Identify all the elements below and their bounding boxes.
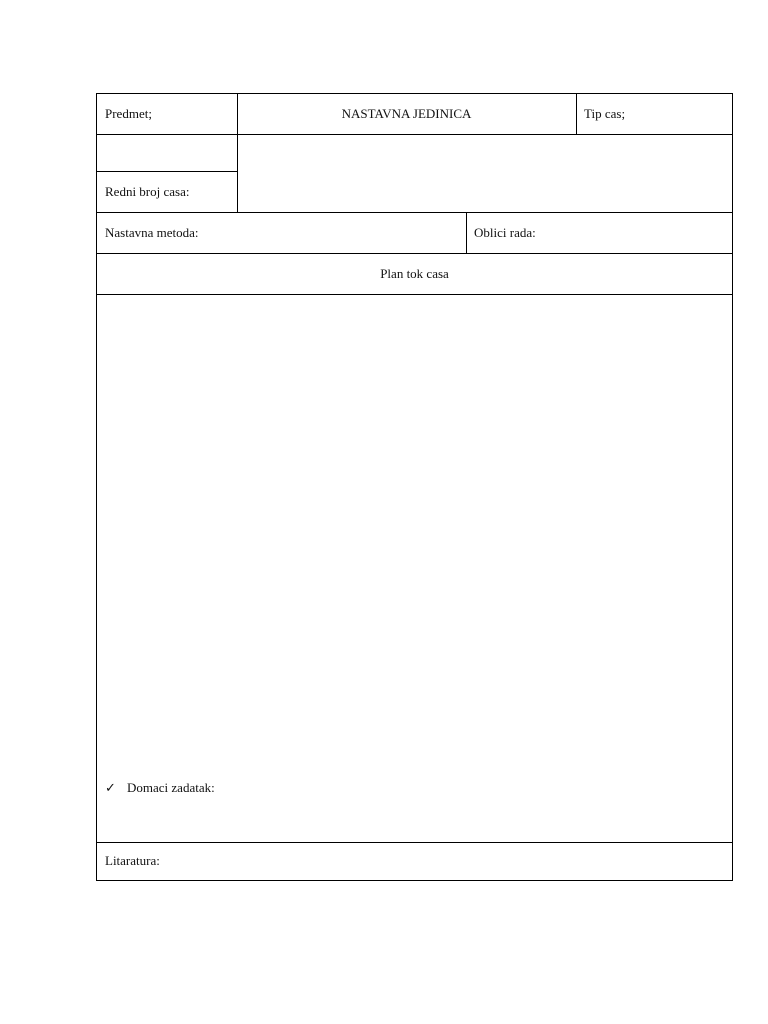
unit-value-field[interactable] bbox=[237, 134, 732, 212]
plan-title-cell bbox=[97, 253, 732, 294]
lesson-number-label: Redni broj casa: bbox=[105, 183, 190, 199]
unit-title-cell bbox=[237, 94, 576, 134]
homework-line bbox=[105, 778, 215, 798]
column-divider bbox=[237, 94, 238, 212]
column-divider bbox=[576, 94, 577, 134]
row-divider bbox=[97, 212, 732, 213]
subject-value-field[interactable] bbox=[97, 134, 237, 171]
subject-label-cell bbox=[97, 94, 237, 134]
plan-body-area[interactable] bbox=[97, 294, 732, 842]
row-divider bbox=[97, 253, 732, 254]
plan-title: Plan tok casa bbox=[380, 265, 449, 281]
literature-cell bbox=[97, 842, 732, 880]
row-divider bbox=[97, 842, 732, 843]
row-divider bbox=[97, 171, 237, 172]
unit-title: NASTAVNA JEDINICA bbox=[341, 106, 472, 121]
lesson-type-cell bbox=[576, 94, 732, 134]
checkmark-icon: ✓ bbox=[105, 780, 116, 796]
work-forms-cell bbox=[466, 212, 732, 253]
column-divider bbox=[466, 212, 467, 253]
lesson-number-cell bbox=[97, 171, 237, 212]
lesson-plan-form bbox=[96, 93, 733, 881]
lesson-type-label: Tip cas; bbox=[584, 106, 626, 121]
literature-label: Litaratura: bbox=[105, 853, 160, 868]
row-divider bbox=[97, 294, 732, 295]
work-forms-label: Oblici rada: bbox=[474, 224, 536, 240]
teaching-method-label: Nastavna metoda: bbox=[105, 224, 199, 240]
teaching-method-cell bbox=[97, 212, 466, 253]
row-divider bbox=[97, 134, 732, 135]
subject-label: Predmet; bbox=[105, 106, 152, 121]
homework-label: Domaci zadatak: bbox=[127, 780, 215, 795]
